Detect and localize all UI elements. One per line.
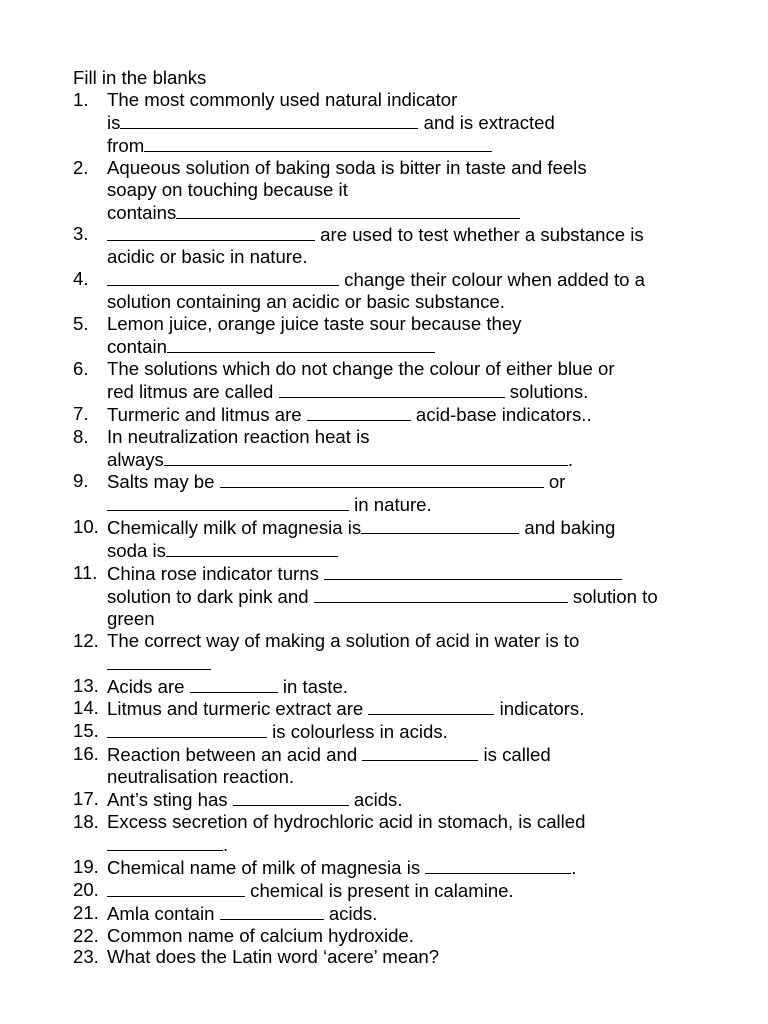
question-text <box>107 925 713 947</box>
question-line <box>107 358 713 380</box>
question-number: 19. <box>73 855 99 877</box>
question-text-segment: is <box>107 111 121 133</box>
answer-blank[interactable] <box>166 539 338 557</box>
answer-blank[interactable] <box>361 516 519 534</box>
question-item <box>73 743 713 788</box>
question-text <box>107 788 713 811</box>
question-line <box>107 470 713 493</box>
question-line <box>107 539 713 562</box>
question-text-segment: Excess secretion of hydrochloric acid in stomach, is called <box>107 811 586 832</box>
question-text-segment: chemical is present in calamine. <box>245 879 514 901</box>
question-text-segment: acid-base indicators.. <box>410 403 592 425</box>
question-line <box>107 426 713 448</box>
question-item <box>73 856 713 879</box>
answer-blank[interactable] <box>314 585 568 603</box>
question-text <box>107 720 713 743</box>
question-number: 3. <box>73 223 89 245</box>
question-text <box>107 856 713 879</box>
question-item <box>73 313 713 358</box>
question-text <box>107 403 713 426</box>
question-text-segment: Ant’s sting has <box>107 789 233 811</box>
question-line <box>107 720 713 743</box>
question-line <box>107 902 713 925</box>
question-text-segment: Chemical name of milk of magnesia is <box>107 856 426 878</box>
question-item <box>73 925 713 947</box>
question-text <box>107 223 713 268</box>
question-line <box>107 89 713 111</box>
answer-blank[interactable] <box>362 743 478 761</box>
question-number: 22. <box>73 924 99 946</box>
question-text-segment: Acids are <box>107 675 190 697</box>
question-text-segment: in taste. <box>277 675 348 697</box>
question-text-segment: . <box>223 833 229 855</box>
question-text <box>107 630 713 675</box>
question-line <box>107 856 713 879</box>
question-text <box>107 313 713 358</box>
answer-blank[interactable] <box>279 380 505 398</box>
question-text-segment: is called <box>478 744 551 766</box>
answer-blank[interactable] <box>107 652 211 670</box>
question-item <box>73 788 713 811</box>
question-item <box>73 470 713 516</box>
answer-blank[interactable] <box>324 562 622 580</box>
question-line <box>107 697 713 720</box>
answer-blank[interactable] <box>220 902 324 920</box>
question-line <box>107 179 713 201</box>
question-text-segment: green <box>107 607 155 629</box>
question-text-segment: Salts may be <box>107 471 220 493</box>
question-text-segment: China rose indicator turns <box>107 563 325 585</box>
question-line <box>107 743 713 766</box>
question-text-segment: acidic or basic in nature. <box>107 246 308 268</box>
question-number: 7. <box>73 402 89 424</box>
question-number: 21. <box>73 901 99 923</box>
question-item <box>73 902 713 925</box>
question-text-segment: solutions. <box>504 380 589 402</box>
question-number: 10. <box>73 516 99 538</box>
question-line <box>107 766 713 788</box>
question-text-segment: solution containing an acidic or basic substance. <box>107 291 505 313</box>
question-item <box>73 946 713 968</box>
question-text <box>107 902 713 925</box>
question-text-segment: Litmus and turmeric extract are <box>107 698 369 720</box>
question-number: 20. <box>73 878 99 900</box>
answer-blank[interactable] <box>107 879 245 897</box>
question-line <box>107 246 713 268</box>
question-number: 9. <box>73 470 89 492</box>
question-item <box>73 223 713 268</box>
question-text-segment: solution to <box>567 585 658 607</box>
question-text <box>107 562 713 630</box>
question-text <box>107 811 713 856</box>
question-number: 14. <box>73 697 99 719</box>
question-number: 23. <box>73 946 99 968</box>
question-text-segment: soapy on touching because it <box>107 178 348 200</box>
question-number: 1. <box>73 89 89 110</box>
question-line <box>107 134 713 157</box>
question-text-segment: Common name of calcium hydroxide. <box>107 924 414 946</box>
question-line <box>107 291 713 313</box>
question-line <box>107 675 713 698</box>
question-line <box>107 788 713 811</box>
question-line <box>107 516 713 539</box>
question-text-segment: contain <box>107 335 167 357</box>
question-item <box>73 89 713 157</box>
question-line <box>107 268 713 291</box>
question-text-segment: The most commonly used natural indicator <box>107 89 458 110</box>
answer-blank[interactable] <box>368 697 494 715</box>
question-text <box>107 743 713 788</box>
question-text-segment: In neutralization reaction heat is <box>107 425 370 447</box>
question-text-segment: neutralisation reaction. <box>107 766 295 788</box>
question-number: 2. <box>73 156 89 178</box>
question-line <box>107 223 713 246</box>
question-text-segment: Turmeric and litmus are <box>107 403 307 425</box>
question-text-segment: change their colour when added to a <box>339 269 645 291</box>
question-item <box>73 697 713 720</box>
question-text-segment: from <box>107 134 145 156</box>
answer-blank[interactable] <box>190 675 278 693</box>
answer-blank[interactable] <box>107 720 267 738</box>
question-text <box>107 89 713 157</box>
question-text <box>107 470 713 516</box>
answer-blank[interactable] <box>107 493 349 511</box>
question-line <box>107 562 713 585</box>
question-text-segment: The correct way of making a solution of acid in water is to <box>107 629 580 651</box>
question-line <box>107 585 713 608</box>
question-line <box>107 493 713 516</box>
question-line <box>107 335 713 358</box>
question-line <box>107 608 713 630</box>
question-item <box>73 403 713 426</box>
question-number: 4. <box>73 268 89 290</box>
question-item <box>73 879 713 902</box>
question-text-segment: acids. <box>323 902 378 924</box>
question-line <box>107 403 713 426</box>
answer-blank[interactable] <box>107 833 223 851</box>
question-number: 15. <box>73 720 99 742</box>
question-number: 18. <box>73 811 99 832</box>
answer-blank[interactable] <box>176 201 520 219</box>
question-text-segment: is colourless in acids. <box>267 721 448 743</box>
question-line <box>107 879 713 902</box>
question-item <box>73 516 713 562</box>
answer-blank[interactable] <box>164 448 568 466</box>
answer-blank[interactable] <box>107 268 339 286</box>
question-text <box>107 426 713 471</box>
question-number: 16. <box>73 743 99 765</box>
question-text-segment: in nature. <box>349 494 432 516</box>
question-text-segment: Aqueous solution of baking soda is bitter in taste and feels <box>107 156 587 178</box>
question-text-segment: are used to test whether a substance is <box>315 224 644 246</box>
question-line <box>107 833 713 856</box>
question-text-segment: or <box>543 471 566 493</box>
question-item <box>73 268 713 313</box>
question-item <box>73 426 713 471</box>
question-text-segment: indicators. <box>494 698 585 720</box>
question-text-segment: Reaction between an acid and <box>107 744 363 766</box>
question-text <box>107 675 713 698</box>
question-text <box>107 516 713 562</box>
question-number: 12. <box>73 629 99 651</box>
question-text-segment: Lemon juice, orange juice taste sour because they <box>107 313 522 335</box>
question-line <box>107 946 713 968</box>
question-text-segment: contains <box>107 201 177 223</box>
worksheet-title: Fill in the blanks <box>73 67 207 88</box>
question-text <box>107 268 713 313</box>
answer-blank[interactable] <box>167 335 435 353</box>
question-text-segment: and baking <box>519 517 616 539</box>
question-number: 11. <box>73 562 98 584</box>
question-list <box>73 89 713 968</box>
question-text-segment: What does the Latin word ‘acere’ mean? <box>107 946 440 968</box>
question-text <box>107 946 713 968</box>
question-text-segment: . <box>571 856 577 878</box>
answer-blank[interactable] <box>307 403 411 421</box>
question-text-segment: soda is <box>107 540 166 562</box>
answer-blank[interactable] <box>425 856 571 874</box>
question-text <box>107 697 713 720</box>
answer-blank[interactable] <box>120 111 418 129</box>
question-item <box>73 157 713 224</box>
question-number: 17. <box>73 788 99 810</box>
question-line <box>107 313 713 335</box>
answer-blank[interactable] <box>233 788 349 806</box>
question-item <box>73 811 713 856</box>
question-text-segment: . <box>567 448 574 470</box>
question-text-segment: Amla contain <box>107 902 220 924</box>
question-text-segment: and is extracted <box>418 111 555 133</box>
answer-blank[interactable] <box>107 223 315 241</box>
question-line <box>107 448 713 471</box>
question-line <box>107 652 713 675</box>
question-item <box>73 358 713 403</box>
question-line <box>107 380 713 403</box>
question-number: 6. <box>73 357 89 379</box>
question-item <box>73 675 713 698</box>
question-line <box>107 630 713 652</box>
question-line <box>107 925 713 947</box>
question-text <box>107 157 713 224</box>
question-text-segment: always <box>107 448 164 470</box>
question-item <box>73 630 713 675</box>
question-text-segment: The solutions which do not change the colour of either blue or <box>107 357 615 379</box>
question-number: 13. <box>73 674 99 696</box>
question-number: 5. <box>73 313 89 335</box>
question-line <box>107 201 713 224</box>
question-text-segment: acids. <box>348 789 403 811</box>
question-number: 8. <box>73 425 89 447</box>
question-item <box>73 562 713 630</box>
question-item <box>73 720 713 743</box>
question-text <box>107 358 713 403</box>
question-text-segment: red litmus are called <box>107 380 279 402</box>
answer-blank[interactable] <box>144 134 492 152</box>
question-text-segment: Chemically milk of magnesia is <box>107 517 362 539</box>
question-line <box>107 111 713 134</box>
question-text <box>107 879 713 902</box>
question-line <box>107 811 713 833</box>
answer-blank[interactable] <box>220 470 544 488</box>
question-text-segment: solution to dark pink and <box>107 585 314 607</box>
question-line <box>107 157 713 179</box>
